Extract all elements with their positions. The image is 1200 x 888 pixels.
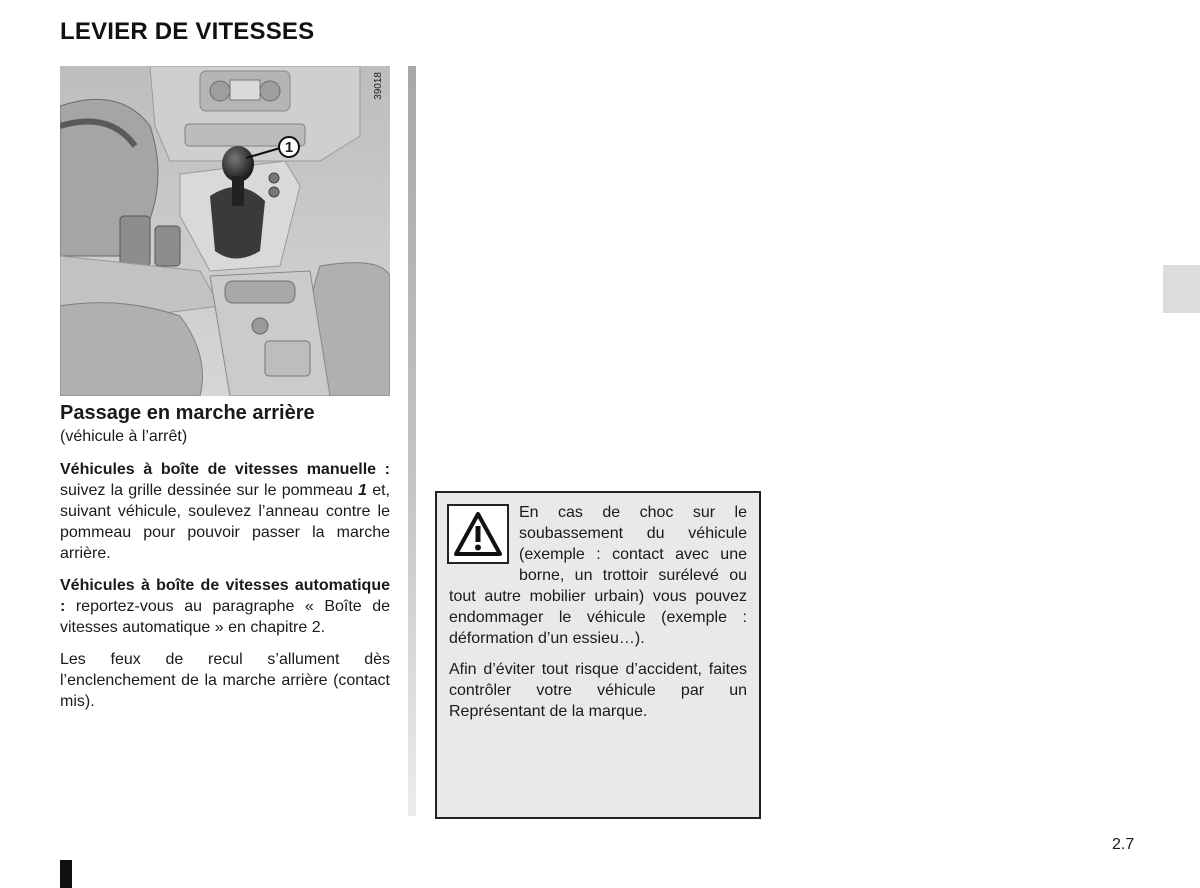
reversing-lights-paragraph: Les feux de recul s’allument dès l’enclenchement de la marche arrière (contact mis).: [60, 651, 390, 710]
manual-gearbox-paragraph: [60, 459, 390, 564]
chapter-thumb-tab: [1163, 265, 1200, 313]
manual-gearbox-label: Véhicules à boîte de vitesses manuelle :: [60, 461, 390, 478]
warning-triangle-icon: [447, 504, 509, 564]
page-number: 2.7: [1112, 836, 1135, 853]
automatic-gearbox-label: Véhicules à boîte de vitesses automatique :: [60, 577, 390, 615]
warning-text-2: Afin d’éviter tout risque d’accident, faites contrôler votre véhicule par un Représentant de la marque.: [449, 661, 747, 720]
warning-box: [435, 491, 761, 819]
manual-gearbox-ref: 1: [358, 482, 367, 499]
section-heading: Passage en marche arrière: [60, 402, 315, 424]
callout-1-label: 1: [284, 138, 294, 156]
column-divider-bar: [408, 66, 416, 816]
callout-1: [278, 136, 300, 158]
automatic-gearbox-paragraph: [60, 575, 390, 638]
manual-gearbox-text-2: et, suivant véhicule, soulevez l’anneau contre le pommeau pour pouvoir passer la marche arrière.: [60, 482, 391, 562]
page-title: LEVIER DE VITESSES: [60, 18, 315, 45]
section-subheading: (véhicule à l’arrêt): [60, 428, 188, 445]
car-interior-illustration: [60, 66, 390, 396]
main-text-column: [60, 400, 390, 723]
manual-gearbox-text-1: suivez la grille dessinée sur le pommeau: [60, 482, 359, 499]
gear-lever-photo: [60, 66, 390, 396]
automatic-gearbox-text: reportez-vous au paragraphe « Boîte de vitesses automatique » en chapitre 2.: [60, 598, 390, 636]
footer-mark: [60, 860, 72, 888]
photo-reference-number: 39018: [373, 72, 384, 100]
warning-text-1: En cas de choc sur le soubassement du véhicule (exemple : contact avec une borne, un trottoir surélevé ou tout autre mobilier urbain) vous pouvez endommager le véhicule (exemple : déformation d’un essieu…).: [449, 504, 747, 647]
